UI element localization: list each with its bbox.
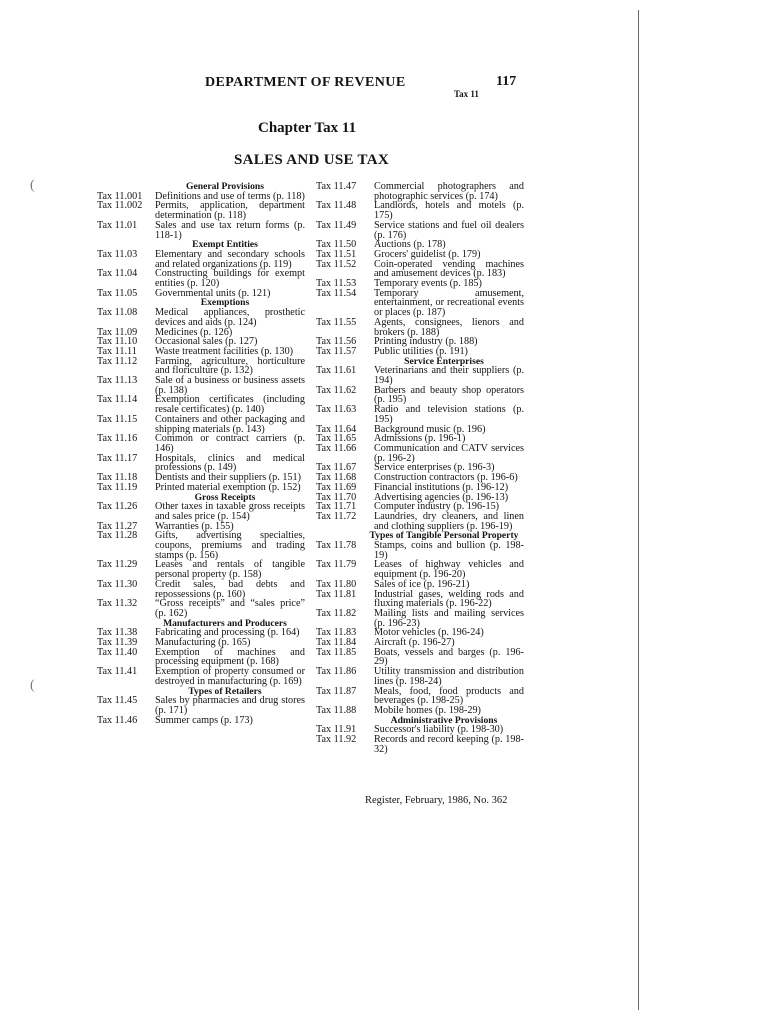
toc-entry xyxy=(97,599,305,618)
toc-entry-number: Tax 11.39 xyxy=(97,637,138,649)
toc-entry xyxy=(97,667,305,686)
toc-entry-number: Tax 11.001 xyxy=(97,190,143,202)
toc-entry-title: Temporary events (p. 185) xyxy=(374,278,482,290)
toc-entry-title: Landlords, hotels and motels (p. 175) xyxy=(374,200,524,222)
toc-entry-title: Leases of highway vehicles and equipment (p. 196-20) xyxy=(374,559,524,581)
toc-entry-title: Elementary and secondary schools and related organizations (p. 119) xyxy=(155,248,305,270)
toc-entry-title: Barbers and beauty shop operators (p. 195) xyxy=(374,384,524,406)
toc-entry xyxy=(316,366,524,385)
toc-entry-title: Motor vehicles (p. 196-24) xyxy=(374,627,484,639)
toc-entry xyxy=(97,221,305,240)
toc-entry-number: Tax 11.68 xyxy=(316,472,357,484)
toc-entry xyxy=(316,289,524,318)
toc-entry-number: Tax 11.70 xyxy=(316,491,357,503)
toc-entry-number: Tax 11.09 xyxy=(97,326,138,338)
toc-entry-title: Service stations and fuel oil dealers (p. 176) xyxy=(374,219,524,241)
toc-entry-title: Gifts, advertising specialties, coupons, premiums and trading stamps (p. 156) xyxy=(155,530,305,561)
toc-entry-title: Mailing lists and mailing services (p. 196-23) xyxy=(374,607,524,629)
toc-entry xyxy=(97,308,305,327)
scan-bracket-mark: ( xyxy=(30,178,35,193)
toc-entry xyxy=(316,201,524,220)
toc-entry-number: Tax 11.41 xyxy=(97,666,138,678)
toc-entry-number: Tax 11.12 xyxy=(97,355,138,367)
toc-entry-number: Tax 11.88 xyxy=(316,704,357,716)
toc-entry-title: Stamps, coins and bullion (p. 198-19) xyxy=(374,540,524,561)
toc-entry-title: Laundries, dry cleaners, and linen and clothing suppliers (p. 196-19) xyxy=(374,510,524,532)
toc-entry-number: Tax 11.67 xyxy=(316,462,357,474)
toc-entry-number: Tax 11.54 xyxy=(316,287,357,299)
toc-entry xyxy=(97,502,305,521)
toc-entry-title: Farming, agriculture, horticulture and floriculture (p. 132) xyxy=(155,355,305,377)
toc-entry-title: Exemption certificates (including resale certificates) (p. 140) xyxy=(155,394,305,416)
toc-entry-number: Tax 11.18 xyxy=(97,472,138,484)
toc-entry xyxy=(316,687,524,706)
toc-entry xyxy=(316,609,524,628)
toc-entry-title: Mobile homes (p. 198-29) xyxy=(374,704,481,716)
toc-entry-number: Tax 11.14 xyxy=(97,394,138,406)
toc-entry-title: Advertising agencies (p. 196-13) xyxy=(374,491,509,503)
toc-entry-number: Tax 11.27 xyxy=(97,520,138,532)
toc-entry-number: Tax 11.91 xyxy=(316,724,357,736)
toc-entry-title: Admissions (p. 196-1) xyxy=(374,433,466,445)
toc-section-heading: Exempt Entities xyxy=(192,239,258,251)
toc-section-heading: Service Enterprises xyxy=(404,355,484,367)
toc-entry-number: Tax 11.28 xyxy=(97,530,138,542)
toc-section-heading: Exemptions xyxy=(200,297,250,309)
toc-entry-title: Veterinarians and their suppliers (p. 194) xyxy=(374,365,524,387)
toc-entry-title: Construction contractors (p. 196-6) xyxy=(374,472,518,484)
toc-entry-number: Tax 11.53 xyxy=(316,278,357,290)
toc-entry xyxy=(97,696,305,715)
toc-entry-number: Tax 11.57 xyxy=(316,345,357,357)
toc-entry-title: Grocers' guidelist (p. 179) xyxy=(374,248,481,260)
toc-entry-number: Tax 11.50 xyxy=(316,239,357,251)
toc-entry-title: Manufacturing (p. 165) xyxy=(155,637,251,649)
toc-entry-number: Tax 11.79 xyxy=(316,559,357,571)
department-header: DEPARTMENT OF REVENUE xyxy=(205,75,406,90)
toc-entry-title: Credit sales, bad debts and repossessions (p. 160) xyxy=(155,578,305,600)
toc-entry xyxy=(97,454,305,473)
toc-entry-title: Boats, vessels and barges (p. 196-29) xyxy=(374,646,524,668)
toc-entry-number: Tax 11.10 xyxy=(97,336,138,348)
toc-entry-number: Tax 11.51 xyxy=(316,248,357,260)
toc-entry xyxy=(97,434,305,453)
toc-entry-title: Computer industry (p. 196-15) xyxy=(374,501,500,513)
toc-entry xyxy=(97,531,305,560)
toc-section-heading: Administrative Provisions xyxy=(390,714,498,726)
toc-entry-title: Background music (p. 196) xyxy=(374,423,486,435)
toc-entry-number: Tax 11.46 xyxy=(97,714,138,726)
toc-entry-title: “Gross receipts” and “sales price” (p. 162) xyxy=(155,598,305,619)
toc-entry-title: Successor's liability (p. 198-30) xyxy=(374,724,504,736)
toc-entry-title: Sales of ice (p. 196-21) xyxy=(374,578,470,590)
toc-section-heading: General Provisions xyxy=(186,181,264,192)
toc-entry-number: Tax 11.26 xyxy=(97,501,138,513)
toc-entry xyxy=(97,269,305,288)
toc-entry-title: Common or contract carriers (p. 146) xyxy=(155,433,305,454)
toc-entry-title: Occasional sales (p. 127) xyxy=(155,336,258,348)
toc-entry xyxy=(316,318,524,337)
toc-entry xyxy=(97,201,305,220)
toc-entry xyxy=(316,590,524,609)
toc-entry xyxy=(97,250,305,269)
toc-entry-number: Tax 11.04 xyxy=(97,268,138,280)
toc-entry-title: Temporary amusement, entertainment, or recreational events or places (p. 187) xyxy=(374,287,524,319)
toc-entry-title: Sales by pharmacies and drug stores (p. 171) xyxy=(155,695,305,716)
toc-entry-title: Coin-operated vending machines and amusement devices (p. 183) xyxy=(374,258,524,280)
toc-entry-number: Tax 11.38 xyxy=(97,627,138,639)
toc-left-column xyxy=(97,182,305,725)
toc-entry-title: Warranties (p. 155) xyxy=(155,520,234,532)
toc-entry-number: Tax 11.72 xyxy=(316,510,357,522)
toc-entry-number: Tax 11.19 xyxy=(97,481,138,493)
toc-entry-title: Governmental units (p. 121) xyxy=(155,287,271,299)
toc-entry xyxy=(316,405,524,424)
page-number: 117 xyxy=(496,74,517,89)
toc-entry-number: Tax 11.65 xyxy=(316,433,357,445)
toc-entry-number: Tax 11.45 xyxy=(97,695,138,707)
toc-entry-title: Medicines (p. 126) xyxy=(155,326,233,338)
toc-entry-number: Tax 11.62 xyxy=(316,384,357,396)
toc-entry-number: Tax 11.05 xyxy=(97,287,138,299)
toc-entry-number: Tax 11.17 xyxy=(97,452,138,464)
toc-entry xyxy=(97,580,305,599)
toc-entry-title: Sale of a business or business assets (p. 138) xyxy=(155,375,305,396)
toc-entry xyxy=(316,260,524,279)
toc-entry-title: Summer camps (p. 173) xyxy=(155,714,253,726)
toc-entry-number: Tax 11.85 xyxy=(316,646,357,658)
toc-entry-number: Tax 11.86 xyxy=(316,666,357,678)
toc-entry-number: Tax 11.63 xyxy=(316,404,357,416)
toc-entry-number: Tax 11.03 xyxy=(97,248,138,260)
toc-entry-number: Tax 11.66 xyxy=(316,442,357,454)
toc-section-heading: Manufacturers and Producers xyxy=(163,617,287,629)
toc-right-column xyxy=(316,182,524,754)
toc-entry-title: Waste treatment facilities (p. 130) xyxy=(155,345,294,357)
toc-entry-title: Medical appliances, prosthetic devices and aids (p. 124) xyxy=(155,307,305,328)
toc-entry-title: Financial institutions (p. 196-12) xyxy=(374,481,509,493)
toc-entry-number: Tax 11.13 xyxy=(97,375,138,387)
toc-entry xyxy=(316,648,524,667)
toc-entry xyxy=(97,560,305,579)
toc-entry-number: Tax 11.01 xyxy=(97,219,138,231)
toc-entry-title: Printed material exemption (p. 152) xyxy=(155,481,301,493)
toc-entry-title: Records and record keeping (p. 198-32) xyxy=(374,734,524,755)
toc-entry-title: Utility transmission and distribution lines (p. 198-24) xyxy=(374,666,524,687)
toc-entry-title: Industrial gases, welding rods and fluxing materials (p. 196-22) xyxy=(374,588,524,610)
toc-entry-number: Tax 11.52 xyxy=(316,258,357,270)
toc-entry-number: Tax 11.64 xyxy=(316,423,357,435)
toc-entry-number: Tax 11.15 xyxy=(97,413,138,425)
section-title: SALES AND USE TAX xyxy=(234,152,390,168)
toc-entry-title: Containers and other packaging and shipping materials (p. 143) xyxy=(155,413,305,435)
toc-entry-title: Sales and use tax return forms (p. 118-1) xyxy=(155,219,305,241)
toc-entry xyxy=(316,667,524,686)
toc-entry-number: Tax 11.87 xyxy=(316,685,357,697)
toc-entry xyxy=(97,716,305,726)
chapter-title: Chapter Tax 11 xyxy=(258,120,357,136)
toc-entry xyxy=(316,386,524,405)
toc-entry-number: Tax 11.69 xyxy=(316,481,357,493)
toc-entry-number: Tax 11.30 xyxy=(97,578,138,590)
toc-entry xyxy=(316,221,524,240)
toc-entry-title: Definitions and use of terms (p. 118) xyxy=(155,190,305,202)
toc-entry-title: Public utilities (p. 191) xyxy=(374,345,468,357)
toc-entry-number: Tax 11.56 xyxy=(316,336,357,348)
toc-entry-title: Other taxes in taxable gross receipts and sales price (p. 154) xyxy=(155,501,305,522)
toc-entry-number: Tax 11.48 xyxy=(316,200,357,212)
toc-entry-number: Tax 11.80 xyxy=(316,578,357,590)
toc-entry-title: Exemption of machines and processing equipment (p. 168) xyxy=(155,646,305,668)
toc-entry-number: Tax 11.92 xyxy=(316,734,357,746)
toc-entry-title: Constructing buildings for exempt entities (p. 120) xyxy=(155,268,305,290)
toc-entry-number: Tax 11.61 xyxy=(316,365,357,377)
toc-entry-number: Tax 11.83 xyxy=(316,627,357,639)
toc-entry-title: Agents, consignees, lienors and brokers (p. 188) xyxy=(374,316,524,338)
toc-entry-title: Commercial photographers and photographic services (p. 174) xyxy=(374,181,524,202)
toc-entry xyxy=(316,512,524,531)
toc-entry-number: Tax 11.84 xyxy=(316,637,357,649)
toc-entry xyxy=(316,560,524,579)
toc-entry xyxy=(97,415,305,434)
toc-entry-title: Radio and television stations (p. 195) xyxy=(374,404,524,425)
toc-section-heading: Types of Tangible Personal Property xyxy=(369,530,519,542)
page-edge-line xyxy=(638,10,639,1010)
toc-entry xyxy=(97,395,305,414)
toc-entry xyxy=(316,735,524,754)
toc-entry-number: Tax 11.78 xyxy=(316,540,357,552)
toc-entry-number: Tax 11.16 xyxy=(97,433,138,445)
toc-entry-title: Meals, food, food products and beverages (p. 198-25) xyxy=(374,685,524,707)
toc-entry-title: Fabricating and processing (p. 164) xyxy=(155,627,300,639)
toc-section-heading: Gross Receipts xyxy=(194,491,256,503)
toc-entry-title: Printing industry (p. 188) xyxy=(374,336,478,348)
toc-entry-title: Dentists and their suppliers (p. 151) xyxy=(155,472,301,484)
toc-entry-number: Tax 11.81 xyxy=(316,588,357,600)
toc-entry-title: Communication and CATV services (p. 196-2) xyxy=(374,442,524,464)
toc-entry xyxy=(316,182,524,201)
toc-entry-number: Tax 11.47 xyxy=(316,181,357,192)
toc-entry xyxy=(97,357,305,376)
toc-entry-title: Service enterprises (p. 196-3) xyxy=(374,462,495,474)
toc-entry-title: Leases and rentals of tangible personal property (p. 158) xyxy=(155,559,305,581)
toc-entry-title: Permits, application, department determination (p. 118) xyxy=(155,200,305,222)
toc-entry-title: Hospitals, clinics and medical professions (p. 149) xyxy=(155,452,305,474)
toc-entry-number: Tax 11.29 xyxy=(97,559,138,571)
toc-entry xyxy=(97,648,305,667)
toc-entry-number: Tax 11.49 xyxy=(316,219,357,231)
toc-section-heading: Types of Retailers xyxy=(188,685,262,697)
toc-entry-number: Tax 11.40 xyxy=(97,646,138,658)
toc-entry-number: Tax 11.08 xyxy=(97,307,138,319)
toc-entry xyxy=(316,444,524,463)
toc-entry-title: Aircraft (p. 196-27) xyxy=(374,637,455,649)
toc-entry-number: Tax 11.82 xyxy=(316,607,357,619)
toc-entry-number: Tax 11.32 xyxy=(97,598,138,610)
toc-entry-number: Tax 11.002 xyxy=(97,200,143,212)
toc-entry-number: Tax 11.71 xyxy=(316,501,357,513)
toc-entry xyxy=(97,376,305,395)
register-footer: Register, February, 1986, No. 362 xyxy=(365,795,508,806)
scan-bracket-mark: ( xyxy=(30,678,35,693)
toc-entry-title: Auctions (p. 178) xyxy=(374,239,446,251)
toc-entry-number: Tax 11.11 xyxy=(97,345,137,357)
toc-entry-number: Tax 11.55 xyxy=(316,316,357,328)
toc-entry xyxy=(316,541,524,560)
page-tag: Tax 11 xyxy=(454,89,479,99)
toc-entry-title: Exemption of property consumed or destroyed in manufacturing (p. 169) xyxy=(155,666,305,687)
